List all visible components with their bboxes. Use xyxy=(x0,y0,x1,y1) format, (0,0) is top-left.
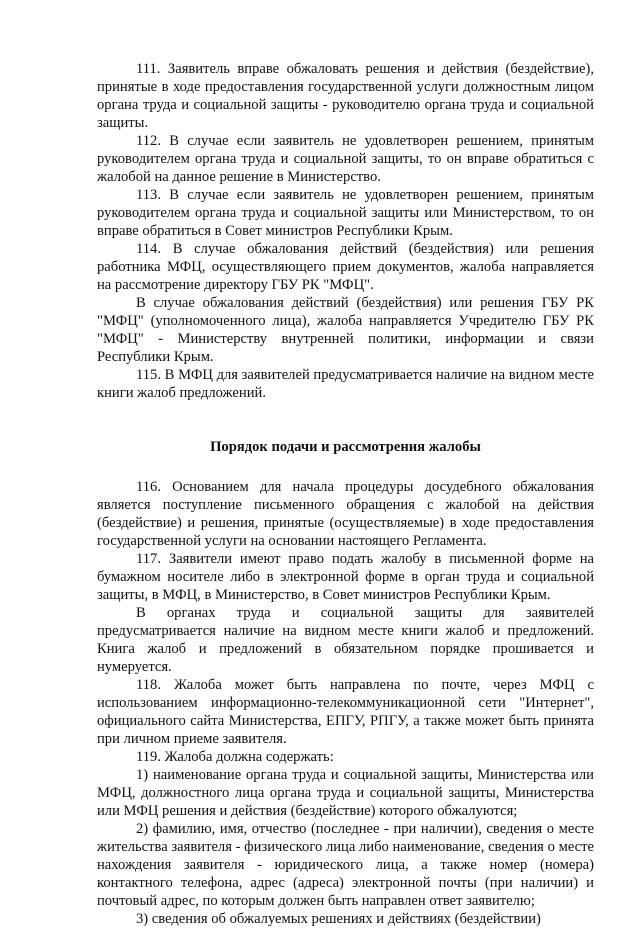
paragraph-118: 118. Жалоба может быть направлена по почте, через МФЦ с использованием информационно-телекоммуникационной сети "Интернет", официального сайта Министерства, ЕПГУ, РПГУ, а также может быть принята при личном приеме заявителя. xyxy=(97,677,594,747)
paragraph-115: 115. В МФЦ для заявителей предусматривается наличие на видном месте книги жалоб предложений. xyxy=(97,367,594,401)
paragraph-117-continued: В органах труда и социальной защиты для заявителей предусматривается наличие на видном месте книги жалоб и предложений. Книга жалоб и предложений в обязательном порядке прошивается и нумеруется. xyxy=(97,605,594,675)
paragraph-111: 111. Заявитель вправе обжаловать решения и действия (бездействие), принятые в ходе предоставления государственной услуги должностным лицом органа труда и социальной защиты - руководителю органа труда и социальной защиты. xyxy=(97,61,594,131)
paragraph-114-continued: В случае обжалования действий (бездействия) или решения ГБУ РК "МФЦ" (уполномоченного лица), жалоба направляется Учредителю ГБУ РК "МФЦ" - Министерству внутренней политики, информации и связи Республики Крым. xyxy=(97,295,594,365)
list-item-1: 1) наименование органа труда и социальной защиты, Министерства или МФЦ, должностного лица органа труда и социальной защиты, Министерства или МФЦ решения и действия (бездействие) которого обжалуются; xyxy=(97,767,594,819)
paragraph-112: 112. В случае если заявитель не удовлетворен решением, принятым руководителем органа труда и социальной защиты, то он вправе обратиться с жалобой на данное решение в Министерство. xyxy=(97,133,594,185)
paragraph-117: 117. Заявители имеют право подать жалобу в письменной форме на бумажном носителе либо в электронной форме в орган труда и социальной защиты, в МФЦ, в Министерство, в Совет министров Республики Крым. xyxy=(97,551,594,603)
paragraph-113: 113. В случае если заявитель не удовлетворен решением, принятым руководителем органа труда и социальной защиты или Министерством, то он вправе обратиться в Совет министров Республики Крым. xyxy=(97,187,594,239)
paragraph-119: 119. Жалоба должна содержать: xyxy=(136,749,334,765)
paragraph-116: 116. Основанием для начала процедуры досудебного обжалования является поступление письменного обращения с жалобой на действия (бездействие) и решения, принятые (осуществляемые) в ходе предоставления государственной услуги на основании настоящего Регламента. xyxy=(97,479,594,549)
list-item-2: 2) фамилию, имя, отчество (последнее - при наличии), сведения о месте жительства заявителя - физического лица либо наименование, сведения о месте нахождения заявителя - юридического лица, а также номер (номера) контактного телефона, адрес (адреса) электронной почты (при наличии) и почтовый адрес, по которым должен быть направлен ответ заявителю; xyxy=(97,821,594,909)
section-heading: Порядок подачи и рассмотрения жалобы xyxy=(210,439,481,455)
document-page xyxy=(97,60,594,928)
paragraph-114: 114. В случае обжалования действий (бездействия) или решения работника МФЦ, осуществляющего прием документов, жалоба направляется на рассмотрение директору ГБУ РК "МФЦ". xyxy=(97,241,594,293)
list-item-3: 3) сведения об обжалуемых решениях и действиях (бездействии) xyxy=(136,911,541,927)
